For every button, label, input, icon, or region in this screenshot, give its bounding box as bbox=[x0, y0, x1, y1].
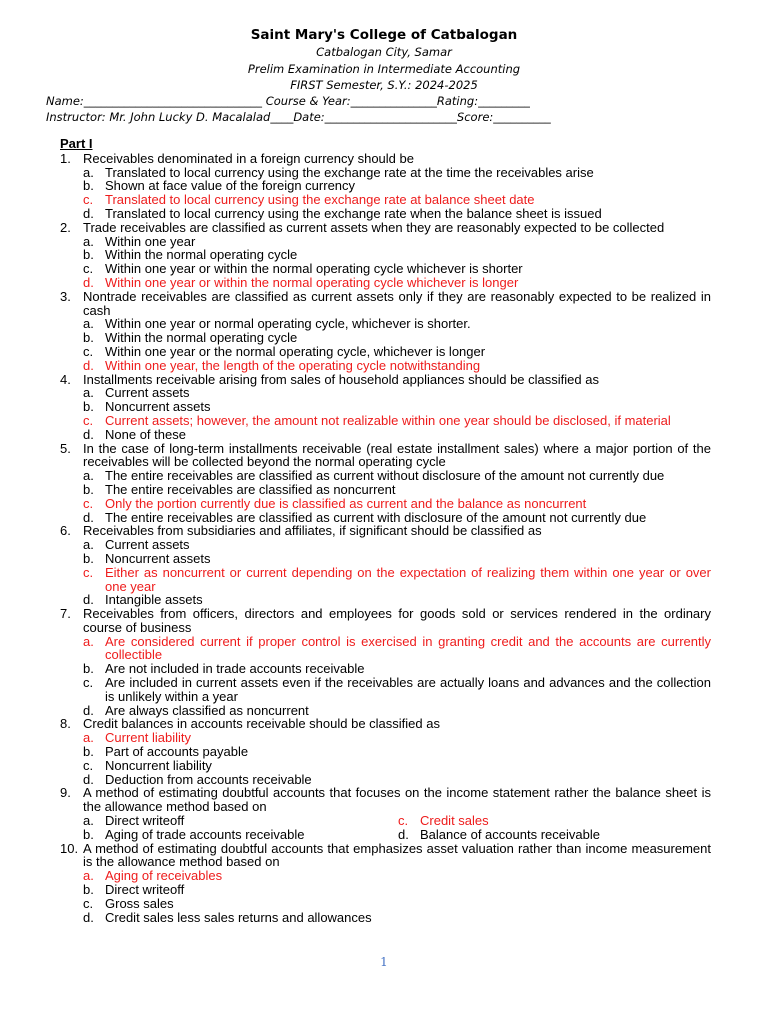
option-4a: a. Current assets bbox=[83, 385, 190, 401]
semester-line: FIRST Semester, S.Y.: 2024-2025 bbox=[290, 78, 478, 92]
question-number: 2. bbox=[60, 219, 71, 235]
question-text: A method of estimating doubtful accounts that emphasizes asset valuation rather than income measurement is the allowance method based on bbox=[83, 840, 711, 870]
question-number: 6. bbox=[60, 523, 71, 539]
question-number: 4. bbox=[60, 371, 71, 387]
option-9c-answer: c. Credit sales bbox=[398, 813, 489, 829]
exam-body bbox=[60, 137, 711, 924]
option-9a: a. Direct writeoff bbox=[83, 813, 185, 829]
option-4b: b. Noncurrent assets bbox=[83, 399, 211, 415]
option-7b: b. Are not included in trade accounts receivable bbox=[83, 661, 365, 677]
option-5c-answer: c. Only the portion currently due is classified as current and the balance as noncurrent bbox=[83, 495, 587, 511]
question-text: Trade receivables are classified as current assets when they are reasonably expected to be collected bbox=[83, 219, 665, 235]
option-8c: c. Noncurrent liability bbox=[83, 757, 212, 773]
option-3c: c. Within one year or the normal operating cycle, whichever is longer bbox=[83, 343, 486, 359]
option-2a: a. Within one year bbox=[83, 233, 196, 249]
option-8d: d. Deduction from accounts receivable bbox=[83, 771, 312, 787]
option-2d-answer: d. Within one year or within the normal operating cycle whichever is longer bbox=[83, 274, 519, 290]
instructor-date-score-line: Instructor: Mr. John Lucky D. Macalalad____Date:_______________________Score:__________ bbox=[46, 110, 551, 124]
question-3 bbox=[60, 290, 711, 318]
question-5 bbox=[60, 442, 711, 470]
page-number: 1 bbox=[380, 955, 388, 969]
option-9d: d. Balance of accounts receivable bbox=[398, 826, 600, 842]
option-7d: d. Are always classified as noncurrent bbox=[83, 702, 309, 718]
question-1 bbox=[60, 152, 711, 166]
option-1d: d. Translated to local currency using the exchange rate when the balance sheet is issued bbox=[83, 205, 602, 221]
question-number: 5. bbox=[60, 440, 71, 456]
question-7 bbox=[60, 607, 711, 635]
option-2b: b. Within the normal operating cycle bbox=[83, 247, 298, 263]
question-text: Credit balances in accounts receivable should be classified as bbox=[83, 716, 440, 732]
option-5b: b. The entire receivables are classified as noncurrent bbox=[83, 481, 396, 497]
question-9 bbox=[60, 786, 711, 814]
question-text: Nontrade receivables are classified as current assets only if they are reasonably expected to be realized in cash bbox=[83, 288, 711, 318]
question-text: Receivables from subsidiaries and affiliates, if significant should be classified as bbox=[83, 523, 542, 539]
option-4d: d. None of these bbox=[83, 426, 186, 442]
question-2 bbox=[60, 221, 711, 235]
question-number: 7. bbox=[60, 606, 71, 622]
question-number: 9. bbox=[60, 785, 71, 801]
question-8 bbox=[60, 717, 711, 731]
option-4c-answer: c. Current assets; however, the amount not realizable within one year should be disclosed, if material bbox=[83, 412, 671, 428]
option-1b: b. Shown at face value of the foreign currency bbox=[83, 178, 356, 194]
option-10a-answer: a. Aging of receivables bbox=[83, 868, 223, 884]
question-10 bbox=[60, 842, 711, 870]
option-6d: d. Intangible assets bbox=[83, 592, 203, 608]
question-number: 10. bbox=[60, 840, 79, 856]
option-3d-answer: d. Within one year, the length of the operating cycle notwithstanding bbox=[83, 357, 481, 373]
option-9b: b. Aging of trade accounts receivable bbox=[83, 826, 305, 842]
exam-title: Prelim Examination in Intermediate Accounting bbox=[247, 62, 521, 76]
option-10b: b. Direct writeoff bbox=[83, 882, 185, 898]
question-text: Receivables from officers, directors and employees for goods sold or services rendered in the ordinary course of business bbox=[83, 606, 711, 635]
question-number: 8. bbox=[60, 716, 71, 732]
question-text: In the case of long-term installments receivable (real estate installment sales) where a major portion of the receivables will be collected beyond the normal operating cycle bbox=[83, 440, 711, 470]
question-number: 1. bbox=[60, 150, 71, 166]
part-title: Part I bbox=[60, 136, 93, 151]
option-3b: b. Within the normal operating cycle bbox=[83, 330, 298, 346]
college-location: Catbalogan City, Samar bbox=[316, 45, 452, 59]
college-name: Saint Mary's College of Catbalogan bbox=[250, 27, 518, 43]
option-5d: d. The entire receivables are classified as current with disclosure of the amount not currently due bbox=[83, 509, 647, 525]
question-text: A method of estimating doubtful accounts that focuses on the income statement rather the balance sheet is the allowance method based on bbox=[83, 785, 711, 815]
option-1c-answer: c. Translated to local currency using the exchange rate at balance sheet date bbox=[83, 192, 535, 208]
option-7c: c. Are included in current assets even if the receivables are actually loans and advances and the collection is unlikely within a year bbox=[83, 675, 711, 704]
option-2c: c. Within one year or within the normal operating cycle whichever is shorter bbox=[83, 261, 523, 277]
option-10d: d. Credit sales less sales returns and allowances bbox=[83, 909, 372, 925]
question-text: Installments receivable arising from sales of household appliances should be classified as bbox=[83, 371, 599, 387]
option-6b: b. Noncurrent assets bbox=[83, 550, 211, 566]
option-6c-answer: c. Either as noncurrent or current depending on the expectation of realizing them within one year or over one year bbox=[83, 564, 711, 594]
option-7a-answer: a. Are considered current if proper control is exercised in granting credit and the accounts are currently collectible bbox=[83, 633, 711, 663]
option-5a: a. The entire receivables are classified as current without disclosure of the amount not currently due bbox=[83, 468, 665, 484]
option-6a: a. Current assets bbox=[83, 537, 190, 553]
name-course-rating-line: Name:_______________________________ Course & Year:_______________Rating:_________ bbox=[46, 94, 530, 108]
option-8a-answer: a. Current liability bbox=[83, 730, 191, 746]
option-10c: c. Gross sales bbox=[83, 895, 174, 911]
option-1a: a. Translated to local currency using the exchange rate at the time the receivables arise bbox=[83, 164, 594, 180]
option-8b: b. Part of accounts payable bbox=[83, 744, 249, 760]
question-text: Receivables denominated in a foreign currency should be bbox=[83, 150, 414, 166]
question-6 bbox=[60, 524, 711, 538]
question-4 bbox=[60, 373, 711, 387]
question-number: 3. bbox=[60, 288, 71, 304]
option-3a: a. Within one year or normal operating cycle, whichever is shorter. bbox=[83, 316, 471, 332]
